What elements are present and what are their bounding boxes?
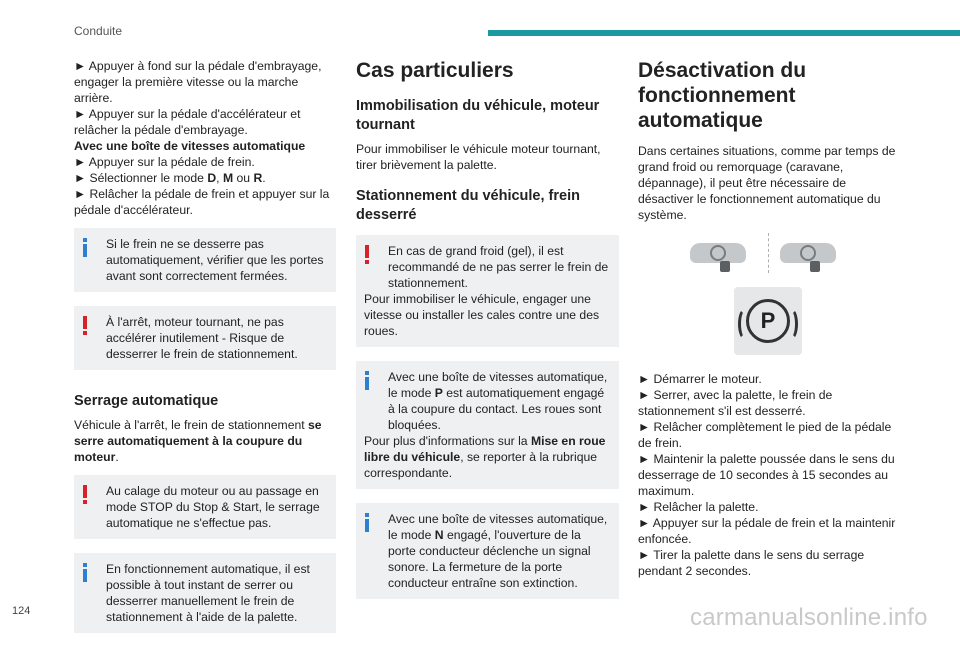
immobilisation-text: Pour immobiliser le véhicule moteur tournant, tirer brièvement la palette.	[356, 142, 601, 172]
step-brake-pedal: ► Appuyer sur la pédale de frein.	[74, 154, 336, 170]
illustration-parking-brake	[638, 233, 900, 361]
info-text-2: Pour plus d'informations sur la Mise en roue libre du véhicule, se reporter à la rubrique correspondante.	[364, 434, 606, 480]
header-accent-bar	[488, 30, 960, 36]
auto-gearbox-heading: Avec une boîte de vitesses automatique	[74, 139, 306, 153]
steering-wheel-icon	[780, 243, 836, 263]
cas-particuliers-title: Cas particuliers	[356, 59, 514, 82]
step-6: ► Appuyer sur la pédale de frein et la maintenir enfoncée.	[638, 515, 900, 547]
column-middle	[356, 58, 619, 613]
step-7: ► Tirer la palette dans le sens du serrage pendant 2 secondes.	[638, 547, 900, 579]
parking-p-symbol: P	[760, 308, 776, 333]
step-5: ► Relâcher la palette.	[638, 499, 900, 515]
step-1: ► Démarrer le moteur.	[638, 371, 900, 387]
info-text: Si le frein ne se desserre pas automatiquement, vérifier que les portes avant sont correctement fermées.	[106, 237, 324, 283]
serrage-heading: Serrage automatique	[74, 393, 219, 409]
warning-box-cold	[356, 235, 619, 347]
stationnement-heading: Stationnement du véhicule, frein desserré	[356, 188, 580, 223]
step-2: ► Serrer, avec la palette, le frein de stationnement s'il est desserré.	[638, 387, 900, 419]
separator-line	[768, 233, 769, 273]
step-3: ► Relâcher complètement le pied de la pédale de frein.	[638, 419, 900, 451]
section-title: Conduite	[74, 24, 123, 38]
lock-icon	[810, 261, 820, 272]
step-select-mode: ► Sélectionner le mode D, M ou R.	[74, 170, 336, 186]
serrage-text: Véhicule à l'arrêt, le frein de stationnement se serre automatiquement à la coupure du moteur.	[74, 418, 322, 464]
step-4: ► Maintenir la palette poussée dans le sens du desserrage de 10 secondes à 15 secondes au maximum.	[638, 451, 900, 499]
steering-wheel-icon	[690, 243, 746, 263]
warning-text: En cas de grand froid (gel), il est recommandé de ne pas serrer le frein de stationnement.	[388, 244, 609, 290]
desactivation-intro: Dans certaines situations, comme par temps de grand froid ou remorquage (caravane, dépannage), il peut être nécessaire de désactiver le fonctionnement automatique du système.	[638, 144, 896, 222]
lock-icon	[720, 261, 730, 272]
info-box-mode-n	[356, 503, 619, 599]
warning-box-accelerate	[74, 306, 336, 370]
warning-text: Au calage du moteur ou au passage en mode STOP du Stop & Start, le serrage automatique ne s'effectue pas.	[106, 484, 320, 530]
info-text: Avec une boîte de vitesses automatique, le mode N engagé, l'ouverture de la porte conducteur déclenche un signal sonore. La fermeture de la porte conducteur entraîne son extinction.	[388, 512, 608, 590]
warning-box-stall	[74, 475, 336, 539]
info-box-doors	[74, 228, 336, 292]
page-number: 124	[12, 605, 31, 617]
warning-text-2: Pour immobiliser le véhicule, engager une vitesse ou installer les cales contre une des roues.	[364, 292, 600, 338]
parking-brake-button-icon	[734, 287, 802, 355]
step-accelerator: ► Appuyer sur la pédale d'accélérateur et relâcher la pédale d'embrayage.	[74, 106, 336, 138]
immobilisation-heading: Immobilisation du véhicule, moteur tournant	[356, 98, 600, 133]
info-box-manual	[74, 553, 336, 633]
watermark: carmanualsonline.info	[690, 604, 928, 631]
step-clutch: ► Appuyer à fond sur la pédale d'embrayage, engager la première vitesse ou la marche arrière.	[74, 58, 336, 106]
desactivation-title: Désactivation du fonctionnement automatique	[638, 59, 807, 132]
warning-text: À l'arrêt, moteur tournant, ne pas accélérer inutilement - Risque de desserrer le frein de stationnement.	[106, 315, 298, 361]
step-release-brake: ► Relâcher la pédale de frein et appuyer sur la pédale d'accélérateur.	[74, 186, 336, 218]
info-text: Avec une boîte de vitesses automatique, le mode P est automatiquement engagé à la coupure du contact. Les roues sont bloquées.	[388, 370, 608, 432]
column-right	[638, 58, 900, 579]
info-box-mode-p	[356, 361, 619, 489]
info-text: En fonctionnement automatique, il est possible à tout instant de serrer ou desserrer manuellement le frein de stationnement à l'aide de la palette.	[106, 562, 310, 624]
column-left	[74, 58, 336, 647]
